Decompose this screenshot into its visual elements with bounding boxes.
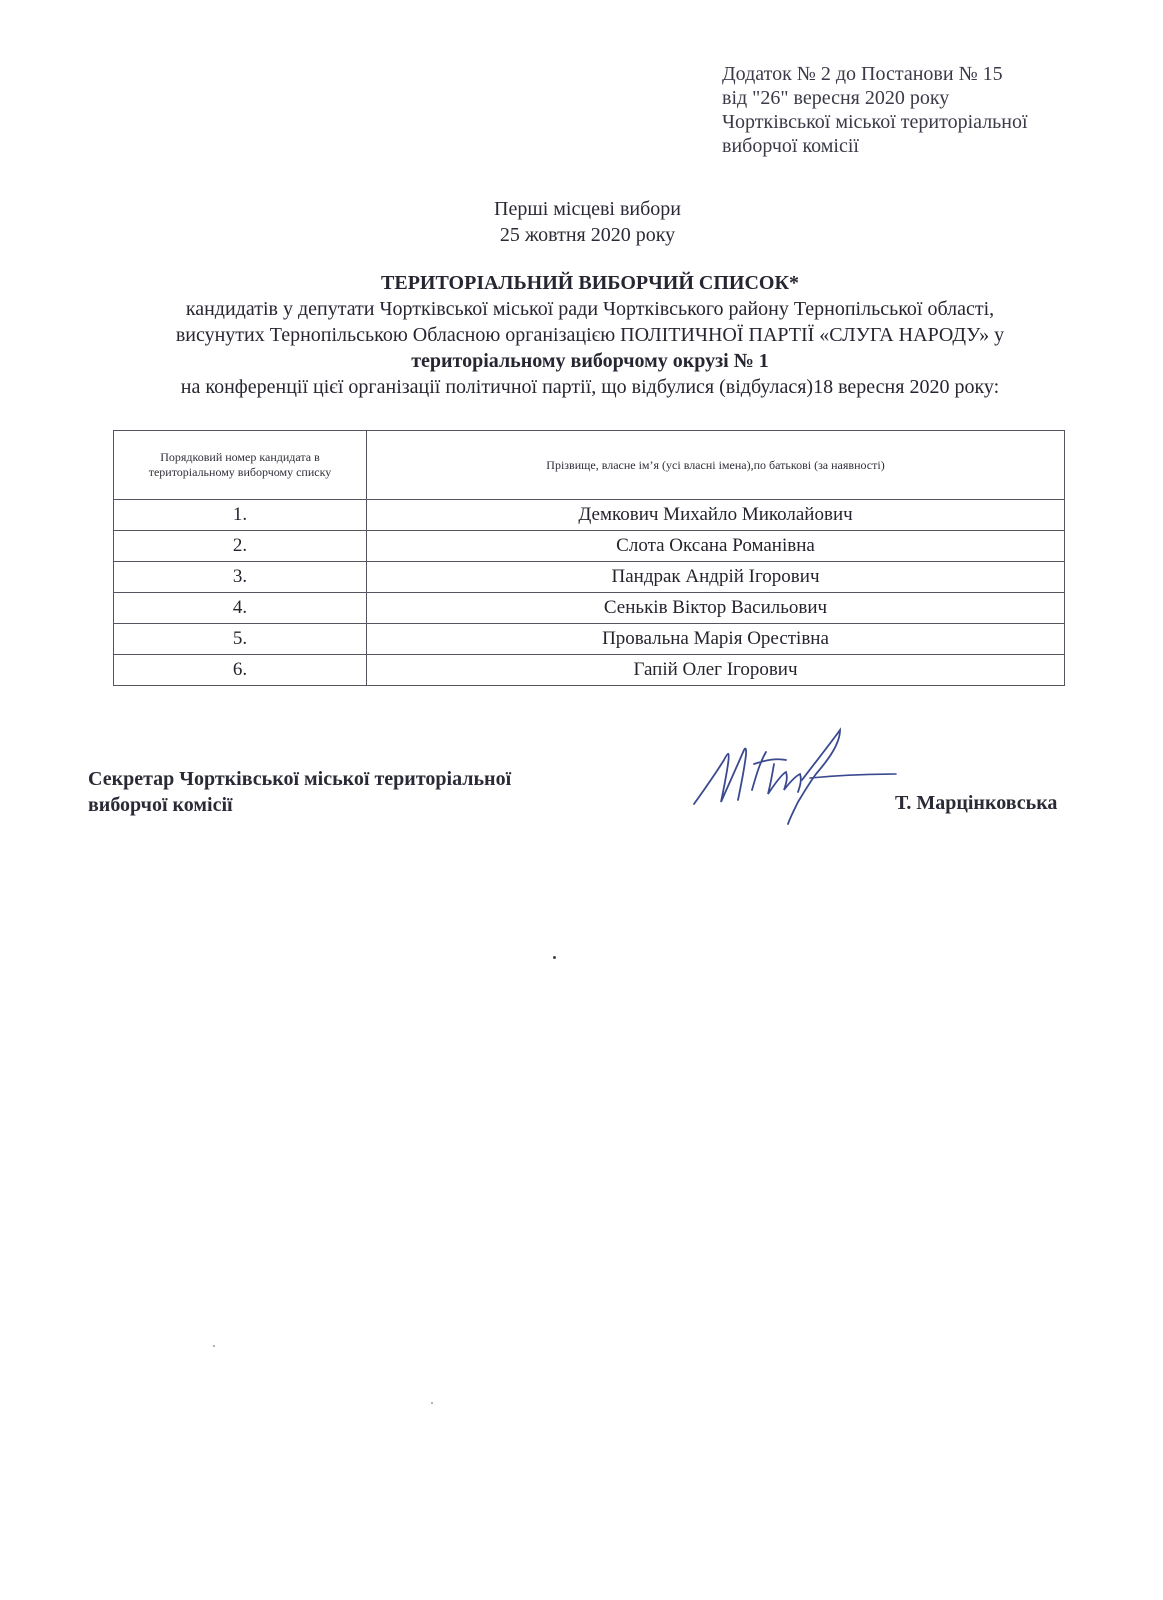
row-name: Сеньків Віктор Васильович [367,593,1065,624]
row-number: 3. [114,562,367,593]
header-number-line-1: Порядковий номер кандидата в [160,450,320,464]
speck [431,1402,433,1404]
secretary-line-1: Секретар Чортківської міської територіальної [88,768,512,790]
secretary-line-2: виборчої комісії [88,794,233,816]
signer-name: Т. Марцінковська [895,792,1058,814]
table-row [114,500,1065,531]
heading-line-3: територіальному виборчому окрузі № 1 [411,350,769,372]
candidates-table [113,430,1065,686]
table-row [114,593,1065,624]
row-name: Провальна Марія Орестівна [367,624,1065,655]
speck [213,1345,215,1347]
header-name: Прізвище, власне ім’я (усі власні імена),по батькові (за наявності) [367,431,1065,500]
heading-line-4: на конференції цієї організації політичної партії, що відбулися (відбулася)18 вересня 2020 року: [180,376,1000,398]
annex-line-2: від "26" вересня 2020 року [722,87,950,109]
row-name: Слота Оксана Романівна [367,531,1065,562]
heading-line-1: кандидатів у депутати Чортківської міської ради Чортківського району Тернопільської області, [185,298,995,320]
annex-line-1: Додаток № 2 до Постанови № 15 [722,63,1003,85]
elections-caption [0,196,1163,248]
row-name: Демкович Михайло Миколайович [367,500,1065,531]
heading-line-2: висунутих Тернопільською Обласною організацією ПОЛІТИЧНОЇ ПАРТІЇ «СЛУГА НАРОДУ» у [175,324,1005,346]
row-number: 1. [114,500,367,531]
row-number: 5. [114,624,367,655]
annex-line-3: Чортківської міської територіальної [722,111,1028,133]
table-row [114,531,1065,562]
row-number: 4. [114,593,367,624]
table-row [114,655,1065,686]
elections-line-2: 25 жовтня 2020 року [499,224,676,246]
row-number: 2. [114,531,367,562]
row-number: 6. [114,655,367,686]
table-header-row [114,431,1065,500]
header-number [114,431,367,500]
table-row [114,624,1065,655]
table-row [114,562,1065,593]
annex-reference [722,62,1122,158]
header-number-line-2: територіальному виборчому списку [148,465,332,479]
document-title: ТЕРИТОРІАЛЬНИЙ ВИБОРЧИЙ СПИСОК* [381,272,799,294]
annex-line-4: виборчої комісії [722,135,859,157]
document-heading [40,270,1140,400]
handwritten-signature [690,720,900,830]
secretary-title [88,766,648,818]
row-name: Гапій Олег Ігорович [367,655,1065,686]
row-name: Пандрак Андрій Ігорович [367,562,1065,593]
elections-line-1: Перші місцеві вибори [494,198,681,220]
speck [553,956,556,959]
